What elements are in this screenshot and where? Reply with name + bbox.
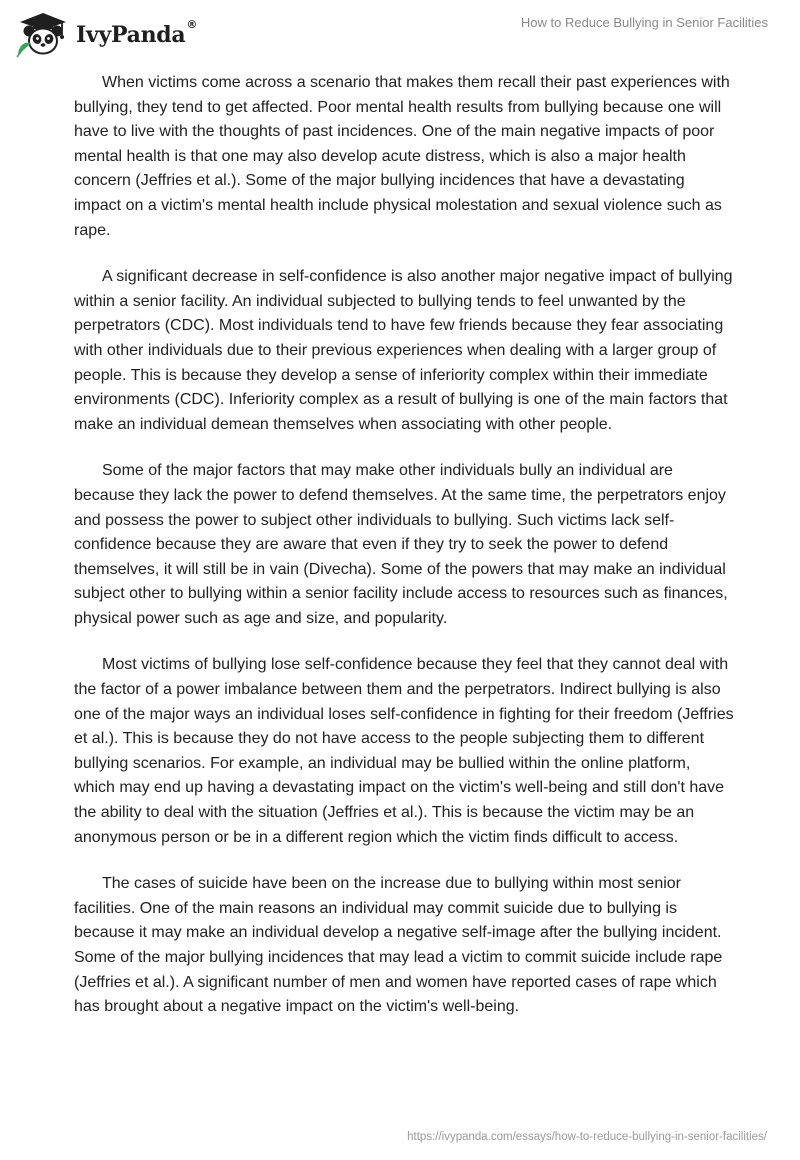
paragraph: Some of the major factors that may make other individuals bully an individual are because they lack the power to defend themselves. At the same time, the perpetrators enjoy and possess the power to subject other individuals to bullying. Such victims lack self-confidence because they are aware that even if they try to seek the power to defend themselves, it will still be in vain (Divecha). Some of the powers that may make an individual subject other to bullying within a senior facility include access to resources such as finances, physical power such as age and size, and popularity.: [74, 462, 728, 627]
running-title: How to Reduce Bullying in Senior Facilities: [520, 15, 768, 30]
registered-mark: ®: [186, 18, 198, 31]
page-header: [0, 0, 800, 66]
logo-name: IvyPanda: [76, 22, 186, 48]
logo-wordmark: [76, 18, 198, 48]
essay-body: [74, 71, 734, 1042]
paragraph: When victims come across a scenario that makes them recall their past experiences with bullying, they tend to get affected. Poor mental health results from bullying because one will have to live with the thoughts of past incidences. One of the main negative impacts of poor mental health is that one may also develop acute distress, which is also a major health concern (Jeffries et al.). Some of the major bullying incidences that have a devastating impact on a victim's mental health include physical molestation and sexual violence such as rape.: [74, 74, 730, 239]
ivypanda-logo[interactable]: [14, 8, 197, 60]
paragraph: Most victims of bullying lose self-confidence because they feel that they cannot deal with the factor of a power imbalance between them and the perpetrators. Indirect bullying is also one of the major ways an individual loses self-confidence in fighting for their freedom (Jeffries et al.). This is because they do not have access to the people subjecting them to different bullying scenarios. For example, an individual may be bullied within the online platform, which may end up having a devastating impact on the victim's well-being and still don't have the ability to deal with the situation (Jeffries et al.). This is because the victim may be an anonymous person or be in a different region which the victim finds difficult to access.: [74, 656, 734, 846]
paragraph: The cases of suicide have been on the increase due to bullying within most senior facilities. One of the main reasons an individual may commit suicide due to bullying is because it may make an individual develop a negative self-image after the bullying incident. Some of the major bullying incidences that may lead a victim to commit suicide include rape (Jeffries et al.). A significant number of men and women have reported cases of rape which has brought about a negative impact on the victim's well-being.: [74, 875, 723, 1016]
paragraph: A significant decrease in self-confidence is also another major negative impact of bullying within a senior facility. An individual subjected to bullying tends to feel unwanted by the perpetrators (CDC). Most individuals tend to have few friends because they fear associating with other individuals due to their previous experiences when dealing with a larger group of people. This is because they develop a sense of inferiority complex within their immediate environments (CDC). Inferiority complex as a result of bullying is one of the main factors that make an individual demean themselves when associating with other people.: [74, 268, 733, 433]
source-url-link[interactable]: https://ivypanda.com/essays/how-to-reduce-bullying-in-senior-facilities/: [407, 1131, 767, 1143]
panda-graduate-icon: [14, 10, 70, 58]
